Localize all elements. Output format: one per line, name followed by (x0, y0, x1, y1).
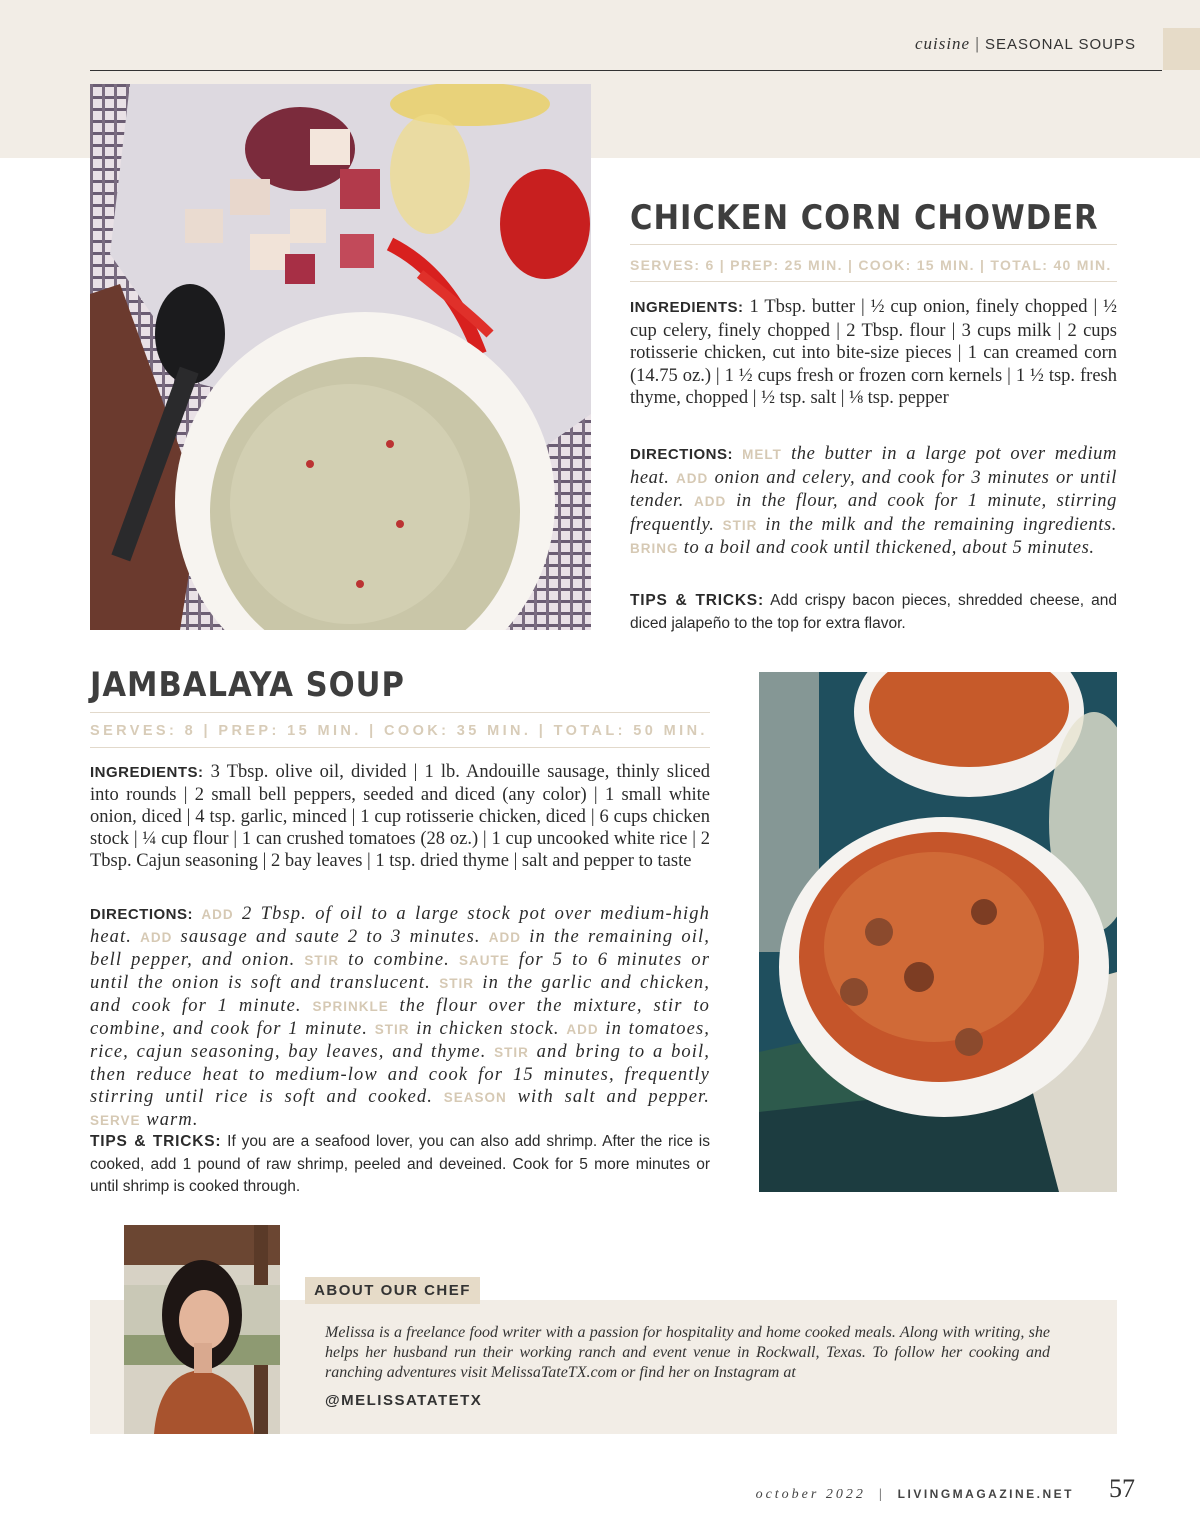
directions-label: DIRECTIONS: (90, 906, 193, 923)
direction-verb: BRING (630, 541, 679, 556)
header-separator: | (975, 34, 980, 53)
chef-photo (124, 1225, 280, 1434)
recipe-title-rule (630, 244, 1117, 245)
direction-verb: ADD (566, 1022, 599, 1037)
direction-text: the flour over the mixture, stir to combine, and cook for 1 minute. (90, 996, 710, 1039)
ingredients-text: 1 Tbsp. butter | ½ cup onion, finely chopped | ½ cup celery, finely chopped | 2 Tbsp. flour | 3 cups milk | 2 cups rotisserie chicken, cut into bite-size pieces | 1 can creamed corn (14.75 oz.) | 1 ½ cups fresh or frozen corn kernels | 1 ½ tsp. fresh thyme, chopped | ½ tsp. salt | ⅛ tsp. pepper (630, 297, 1118, 408)
direction-verb: SPRINKLE (312, 999, 389, 1014)
direction-text: with salt and pepper. (517, 1087, 710, 1107)
direction-verb: STIR (722, 517, 758, 533)
direction-verb: ADD (201, 907, 234, 922)
recipe-meta-rule (90, 747, 710, 748)
tips-paragraph (90, 1131, 710, 1199)
recipe-meta: SERVES: 8 | PREP: 15 MIN. | COOK: 35 MIN. | TOTAL: 50 MIN. (90, 723, 708, 739)
direction-text: in the milk and the remaining ingredients. (765, 514, 1117, 535)
direction-text: and bring to a boil, then reduce heat to medium-low and cook for 15 minutes, frequently stirring until rice is soft and cooked. (90, 1042, 710, 1107)
direction-verb: SERVE (90, 1113, 141, 1128)
direction-text: to combine. (348, 950, 450, 970)
running-header (915, 34, 1136, 54)
recipe-meta: SERVES: 6 | PREP: 25 MIN. | COOK: 15 MIN. | TOTAL: 40 MIN. (630, 257, 1112, 273)
direction-verb: ADD (675, 470, 709, 486)
footer-month: october 2022 (755, 1487, 866, 1502)
tips-text: If you are a seafood lover, you can also add shrimp. After the rice is cooked, add 1 pound of raw shrimp, peeled and deveined. Cook for 5 more minutes or until shrimp is cooked through. (90, 1133, 710, 1195)
direction-verb: STIR (374, 1022, 410, 1037)
header-brand: cuisine (914, 34, 971, 53)
directions-paragraph (90, 903, 710, 1132)
footer (756, 1487, 1074, 1503)
header-section: SEASONAL SOUPS (985, 36, 1136, 53)
chef-instagram-handle: @MELISSATATETX (325, 1392, 483, 1409)
direction-verb: ADD (693, 494, 727, 509)
direction-text: for 5 to 6 minutes or until the onion is soft and translucent. (90, 950, 711, 993)
direction-verb: SAUTE (458, 953, 510, 968)
ingredients-paragraph (630, 296, 1117, 410)
tips-label: TIPS & TRICKS: (630, 592, 764, 609)
direction-text: warm. (146, 1110, 199, 1130)
directions-label: DIRECTIONS: (630, 446, 733, 463)
tips-paragraph (630, 590, 1117, 635)
ingredients-label: INGREDIENTS: (90, 764, 204, 781)
footer-site: LIVINGMAGAZINE.NET (897, 1487, 1074, 1501)
direction-verb: STIR (304, 953, 340, 968)
page-number: 57 (1109, 1474, 1135, 1503)
tips-text: Add crispy bacon pieces, shredded cheese, and diced jalapeño to the top for extra flavor. (630, 592, 1117, 632)
recipe-title: JAMBALAYA SOUP (90, 665, 405, 705)
tips-label: TIPS & TRICKS: (90, 1133, 222, 1150)
direction-text: in the garlic and chicken, and cook for 1 minute. (90, 973, 710, 1016)
footer-separator: | (878, 1487, 885, 1502)
directions-paragraph (630, 443, 1117, 561)
recipe-title: CHICKEN CORN CHOWDER (630, 198, 1099, 238)
header-rule (90, 70, 1162, 71)
recipe-title-rule (90, 712, 710, 713)
ingredients-text: 3 Tbsp. olive oil, divided | 1 lb. Andouille sausage, thinly sliced into rounds | 2 small bell peppers, seeded and diced (any color) | 1 small white onion, diced | 4 tsp. garlic, minced | 1 cup rotisserie chicken, diced | 6 cups chicken stock | ¼ cup flour | 1 can crushed tomatoes (28 oz.) | 1 cup uncooked white rice | 2 Tbsp. Cajun seasoning | 2 bay leaves | 1 tsp. dried thyme | salt and pepper to taste (90, 762, 710, 871)
direction-text: sausage and saute 2 to 3 minutes. (180, 927, 481, 947)
direction-text: the butter in a large pot over medium heat. (630, 444, 1117, 488)
direction-text: in the remaining oil, bell pepper, and onion. (90, 927, 710, 970)
direction-text: in the flour, and cook for 1 minute, stirring frequently. (630, 491, 1117, 535)
direction-verb: SEASON (443, 1090, 507, 1105)
direction-text: 2 Tbsp. of oil to a large stock pot over medium-high heat. (90, 904, 710, 947)
ingredients-label: INGREDIENTS: (630, 299, 744, 316)
direction-verb: ADD (488, 930, 522, 945)
direction-verb: MELT (742, 447, 782, 462)
direction-text: in chicken stock. (416, 1019, 560, 1039)
jambalaya-photo (759, 672, 1117, 1192)
ingredients-paragraph (90, 761, 710, 872)
direction-text: in tomatoes, rice, cajun seasoning, bay leaves, and thyme. (90, 1019, 710, 1062)
direction-verb: STIR (494, 1045, 529, 1060)
direction-text: to a boil and cook until thickened, about 5 minutes. (683, 538, 1095, 558)
header-tab-accent (1163, 28, 1200, 70)
chef-label: ABOUT OUR CHEF (305, 1277, 480, 1304)
chef-bio: Melissa is a freelance food writer with a passion for hospitality and home cooked meals. Along with writing, she helps her husband run their working ranch and event venue in Rockwall, Texas. To follow her cooking and ranching adventures visit MelissaTateTX.com or find her on Instagram at (325, 1324, 1050, 1381)
recipe-meta-rule (630, 281, 1117, 282)
direction-verb: ADD (140, 930, 173, 945)
direction-verb: STIR (439, 976, 474, 991)
direction-text: onion and celery, and cook for 3 minutes or until tender. (630, 467, 1117, 511)
chowder-photo (90, 84, 591, 630)
